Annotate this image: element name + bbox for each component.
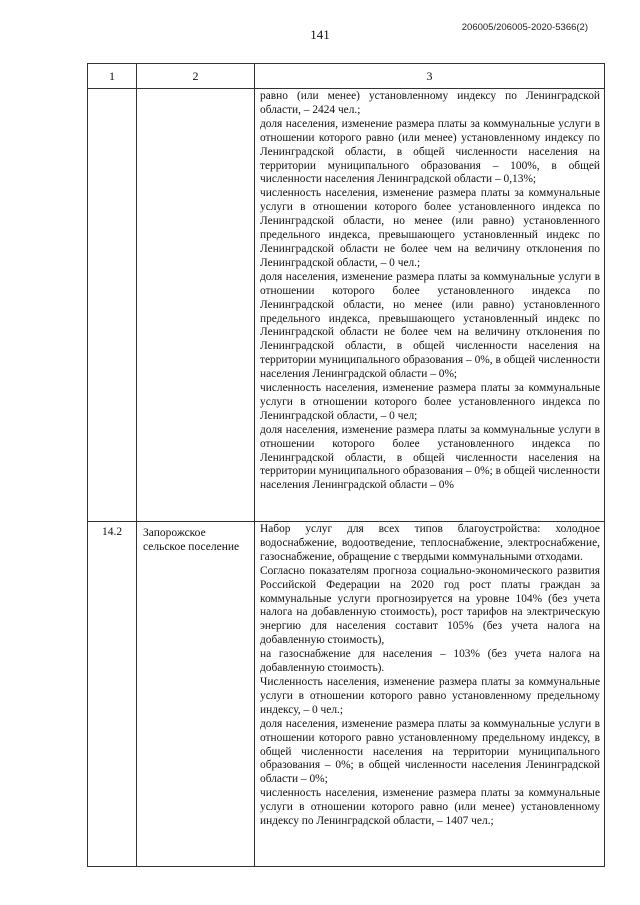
description-paragraph: равно (или менее) установленному индексу по Ленинградской области, – 2424 чел.;: [260, 90, 600, 116]
column-header-1: 1: [88, 64, 137, 89]
settlement-name-cell: Запорожское сельское поселение: [137, 522, 255, 867]
row-number-cell: 14.2: [88, 522, 137, 867]
table-row: [88, 522, 605, 867]
description-paragraph: Набор услуг для всех типов благоустройства: холодное водоснабжение, водоотведение, теплоснабжение, электроснабжение, газоснабжение, обращение с твердыми коммунальными отходами.: [260, 523, 600, 563]
settlement-name-cell: [137, 89, 255, 522]
description-cell: [255, 522, 605, 867]
column-header-3: 3: [255, 64, 605, 89]
document-id: 206005/206005-2020-5366(2): [461, 22, 588, 33]
description-paragraph: доля населения, изменение размера платы за коммунальные услуги в отношении которого более установленного индекса по Ленинградской области, но менее (или равно) установленного предельного индекса, превышающего установленный индекс по Ленинградской области не более чем на величину отклонения по Ленинградской области, в общей численности населения на территории муниципального образования – 0%, в общей численности населения Ленинградской области – 0%;: [260, 270, 600, 381]
description-paragraph: доля населения, изменение размера платы за коммунальные услуги в отношении которого более установленного индекса по Ленинградской области, в общей численности населения на территории муниципального образования – 0%; в общей численности населения Ленинградской области – 0%: [260, 423, 600, 492]
table-header-row: [88, 64, 605, 89]
description-paragraph: Численность населения, изменение размера платы за коммунальные услуги в отношении которого равно установленному предельному индексу, – 0 чел.;: [260, 675, 600, 716]
description-paragraph: численность населения, изменение размера платы за коммунальные услуги в отношении которого более установленного индекса по Ленинградской области, – 0 чел;: [260, 382, 600, 422]
description-paragraph: на газоснабжение для населения – 103% (без учета налога на добавленную стоимость).: [260, 648, 600, 675]
table-row: [88, 89, 605, 522]
row-number-cell: [88, 89, 137, 522]
description-cell: [255, 89, 605, 522]
description-paragraph: Согласно показателям прогноза социально-экономического развития Российской Федерации на 2020 год рост платы граждан за коммунальные услуги прогнозируется на уровне 104% (без учета налога на добавленную стоимость), рост тарифов на электрическую энергию для населения составит 105% (без учета налога на добавленную стоимость),: [260, 564, 600, 647]
data-table: [87, 63, 605, 867]
description-paragraph: доля населения, изменение размера платы за коммунальные услуги в отношении которого равно (или менее) установленному индексу по Ленинградской области, в общей численности населения на территории муниципального образования – 100%, в общей численности населения Ленинградской области – 0,13%;: [260, 117, 600, 186]
description-paragraph: численность населения, изменение размера платы за коммунальные услуги в отношении которого более установленного индекса по Ленинградской области, но менее (или равно) установленного предельного индекса, превышающего установленный индекс по Ленинградской области не более чем на величину отклонения по Ленинградской области, – 0 чел.;: [260, 187, 600, 269]
column-header-2: 2: [137, 64, 255, 89]
description-paragraph: доля населения, изменение размера платы за коммунальные услуги в отношении которого равно установленному предельному индексу, в общей численности населения на территории муниципального образования – 0%; в общей численности населения Ленинградской области – 0%;: [260, 717, 600, 786]
page-number: 141: [310, 27, 330, 42]
description-paragraph: численность населения, изменение размера платы за коммунальные услуги в отношении которого равно (или менее) установленному индексу по Ленинградской области, – 1407 чел.;: [260, 787, 600, 828]
